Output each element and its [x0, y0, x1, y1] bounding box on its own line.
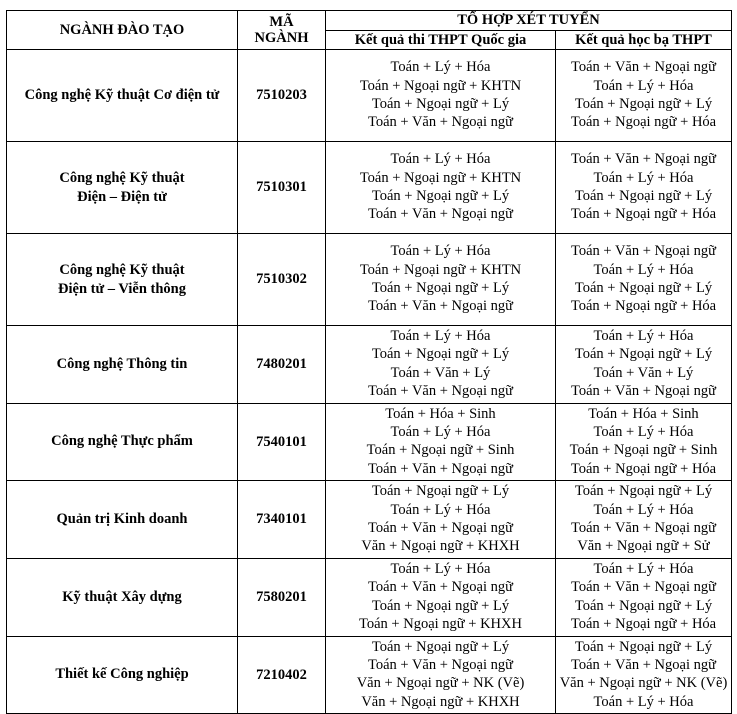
major-name-line: Điện – Điện tử [77, 188, 167, 205]
major-name-line: Công nghệ Kỹ thuật [59, 169, 185, 186]
major-code-cell: 7510301 [238, 142, 326, 234]
hocba-combination: Toán + Văn + Ngoại ngữ [571, 59, 716, 76]
thpt-combinations-cell [326, 403, 556, 481]
thpt-combination: Toán + Ngoại ngữ + KHTN [359, 261, 522, 278]
major-name-line: Quản trị Kinh doanh [56, 511, 188, 528]
major-name-line: Điện tử – Viễn thông [58, 280, 186, 297]
major-name-cell [7, 481, 238, 559]
thpt-combination: Toán + Lý + Hóa [390, 560, 491, 577]
thpt-combination: Văn + Ngoại ngữ + NK (Vẽ) [356, 675, 525, 692]
thpt-combination: Toán + Ngoại ngữ + Lý [371, 597, 510, 614]
hocba-combination: Toán + Lý + Hóa [593, 169, 694, 186]
table-row [7, 326, 732, 404]
hocba-combinations-cell [556, 481, 732, 559]
hocba-combinations-cell [556, 403, 732, 481]
major-code-cell: 7340101 [238, 481, 326, 559]
major-code-cell: 7580201 [238, 558, 326, 636]
hocba-combination: Toán + Văn + Lý [593, 364, 694, 381]
thpt-combination: Toán + Ngoại ngữ + Lý [371, 188, 510, 204]
table-row [7, 142, 732, 234]
hocba-combination: Toán + Lý + Hóa [593, 424, 694, 441]
thpt-combination: Toán + Lý + Hóa [390, 501, 491, 518]
admission-combinations-table [6, 10, 732, 714]
major-name-line: Công nghệ Thực phẩm [51, 433, 193, 450]
hocba-combination: Toán + Lý + Hóa [593, 261, 694, 278]
major-name-line: Công nghệ Kỹ thuật [59, 261, 185, 278]
hocba-combination: Toán + Ngoại ngữ + Lý [574, 96, 713, 112]
hocba-combination: Toán + Văn + Ngoại ngữ [571, 656, 716, 673]
major-name-cell [7, 558, 238, 636]
table-row [7, 50, 732, 142]
header-code-line2: NGÀNH [254, 30, 309, 46]
major-code-cell: 7540101 [238, 403, 326, 481]
hocba-combination: Văn + Ngoại ngữ + NK (Vẽ) [559, 675, 728, 692]
hocba-combination: Toán + Ngoại ngữ + Hóa [570, 206, 717, 223]
thpt-combination: Toán + Ngoại ngữ + KHTN [359, 77, 522, 94]
thpt-combinations-cell [326, 50, 556, 142]
hocba-combination: Toán + Ngoại ngữ + Sinh [569, 442, 718, 459]
hocba-combination: Toán + Văn + Ngoại ngữ [571, 383, 716, 400]
thpt-combinations-cell [326, 142, 556, 234]
hocba-combination: Toán + Ngoại ngữ + Lý [574, 188, 713, 204]
table-row [7, 481, 732, 559]
header-thpt: Kết quả thi THPT Quốc gia [326, 30, 556, 50]
thpt-combination: Toán + Văn + Ngoại ngữ [368, 298, 513, 315]
thpt-combination: Toán + Văn + Ngoại ngữ [368, 520, 513, 537]
hocba-combination: Toán + Văn + Ngoại ngữ [571, 520, 716, 537]
hocba-combination: Toán + Lý + Hóa [593, 693, 694, 710]
hocba-combination: Toán + Ngoại ngữ + Lý [574, 597, 713, 614]
major-name-cell [7, 636, 238, 714]
header-combinations: TỔ HỢP XÉT TUYỂN [326, 11, 732, 31]
thpt-combination: Toán + Lý + Hóa [390, 243, 491, 260]
major-code-cell: 7510203 [238, 50, 326, 142]
table-row [7, 636, 732, 714]
thpt-combinations-cell [326, 326, 556, 404]
thpt-combinations-cell [326, 234, 556, 326]
thpt-combination: Toán + Văn + Ngoại ngữ [368, 383, 513, 400]
major-name-cell [7, 234, 238, 326]
major-code-cell: 7210402 [238, 636, 326, 714]
hocba-combination: Toán + Văn + Ngoại ngữ [571, 579, 716, 596]
table-row [7, 234, 732, 326]
table-row [7, 558, 732, 636]
hocba-combination: Văn + Ngoại ngữ + Sử [577, 538, 710, 555]
thpt-combinations-cell [326, 636, 556, 714]
thpt-combination: Toán + Ngoại ngữ + KHTN [359, 169, 522, 186]
major-name-cell [7, 403, 238, 481]
thpt-combination: Toán + Văn + Ngoại ngữ [368, 114, 513, 131]
thpt-combinations-cell [326, 481, 556, 559]
major-name-line: Thiết kế Công nghiệp [55, 666, 189, 683]
hocba-combinations-cell [556, 142, 732, 234]
thpt-combination: Toán + Văn + Ngoại ngữ [368, 579, 513, 596]
hocba-combination: Toán + Lý + Hóa [593, 560, 694, 577]
thpt-combination: Toán + Ngoại ngữ + Sinh [366, 442, 515, 459]
hocba-combination: Toán + Văn + Ngoại ngữ [571, 151, 716, 168]
hocba-combination: Toán + Ngoại ngữ + Lý [574, 638, 713, 655]
hocba-combinations-cell [556, 326, 732, 404]
hocba-combinations-cell [556, 50, 732, 142]
thpt-combination: Toán + Ngoại ngữ + KHXH [359, 616, 522, 633]
hocba-combination: Toán + Lý + Hóa [593, 328, 694, 344]
thpt-combination: Toán + Lý + Hóa [390, 424, 491, 441]
thpt-combination: Toán + Lý + Hóa [390, 59, 491, 76]
major-code-cell: 7510302 [238, 234, 326, 326]
thpt-combination: Toán + Ngoại ngữ + Lý [371, 638, 510, 655]
thpt-combination: Toán + Ngoại ngữ + Lý [371, 96, 510, 112]
thpt-combination: Toán + Văn + Ngoại ngữ [368, 206, 513, 223]
hocba-combination: Toán + Ngoại ngữ + Lý [574, 483, 713, 500]
thpt-combination: Toán + Ngoại ngữ + Lý [371, 483, 510, 500]
hocba-combination: Toán + Văn + Ngoại ngữ [571, 243, 716, 260]
table-body [7, 50, 732, 714]
hocba-combination: Toán + Hóa + Sinh [588, 405, 699, 422]
hocba-combination: Toán + Ngoại ngữ + Hóa [570, 114, 717, 131]
thpt-combination: Toán + Hóa + Sinh [385, 405, 496, 422]
thpt-combination: Văn + Ngoại ngữ + KHXH [361, 538, 520, 555]
thpt-combination: Toán + Văn + Lý [390, 364, 491, 381]
header-hocba: Kết quả học bạ THPT [556, 30, 732, 50]
hocba-combination: Toán + Ngoại ngữ + Hóa [570, 298, 717, 315]
header-code [238, 11, 326, 50]
admission-table-wrapper [6, 10, 732, 714]
hocba-combination: Toán + Ngoại ngữ + Lý [574, 280, 713, 296]
major-name-line: Kỹ thuật Xây dựng [62, 588, 182, 605]
thpt-combination: Toán + Ngoại ngữ + Lý [371, 346, 510, 363]
major-name-line: Công nghệ Thông tin [56, 355, 188, 372]
header-code-line1: MÃ [269, 14, 294, 30]
thpt-combination: Toán + Lý + Hóa [390, 328, 491, 344]
hocba-combination: Toán + Lý + Hóa [593, 77, 694, 94]
hocba-combinations-cell [556, 558, 732, 636]
hocba-combination: Toán + Lý + Hóa [593, 501, 694, 518]
header-major: NGÀNH ĐÀO TẠO [7, 11, 238, 50]
hocba-combinations-cell [556, 234, 732, 326]
thpt-combination: Toán + Lý + Hóa [390, 151, 491, 168]
major-name-line: Công nghệ Kỹ thuật Cơ điện tử [24, 87, 220, 103]
hocba-combination: Toán + Ngoại ngữ + Hóa [570, 616, 717, 633]
hocba-combinations-cell [556, 636, 732, 714]
thpt-combination: Văn + Ngoại ngữ + KHXH [361, 693, 520, 710]
thpt-combination: Toán + Ngoại ngữ + Lý [371, 280, 510, 296]
thpt-combination: Toán + Văn + Ngoại ngữ [368, 460, 513, 477]
table-row [7, 403, 732, 481]
thpt-combinations-cell [326, 558, 556, 636]
major-name-cell [7, 50, 238, 142]
major-name-cell [7, 326, 238, 404]
hocba-combination: Toán + Ngoại ngữ + Hóa [570, 460, 717, 477]
major-name-cell [7, 142, 238, 234]
major-code-cell: 7480201 [238, 326, 326, 404]
hocba-combination: Toán + Ngoại ngữ + Lý [574, 346, 713, 363]
thpt-combination: Toán + Văn + Ngoại ngữ [368, 656, 513, 673]
